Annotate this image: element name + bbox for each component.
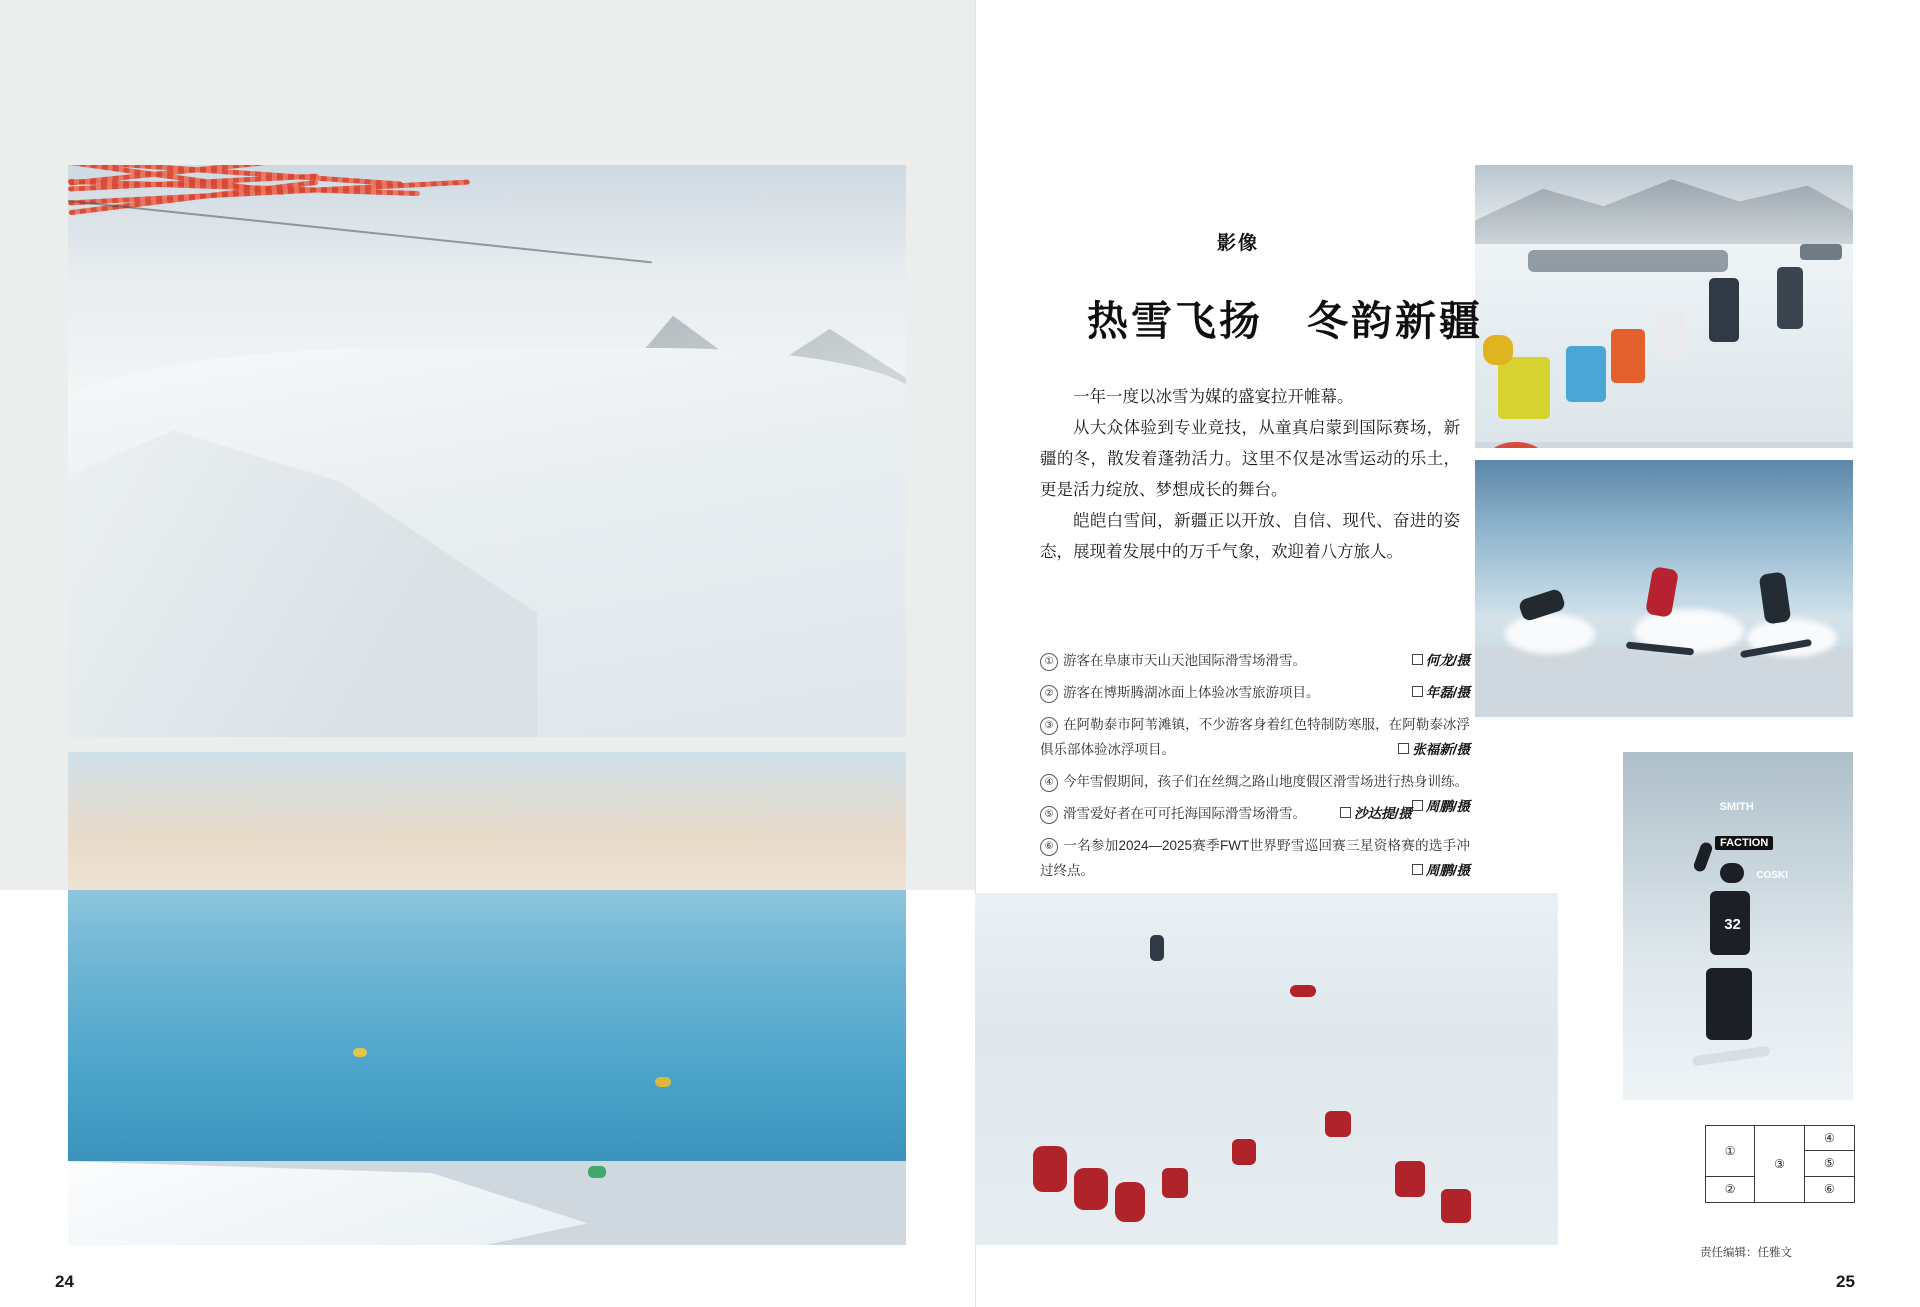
- frozen-lake-tourists-photo: [68, 752, 906, 1245]
- square-bullet-icon: [1340, 807, 1351, 818]
- caption-number: ②: [1040, 685, 1058, 703]
- lede-paragraph-1: 一年一度以冰雪为媒的盛宴拉开帷幕。: [1073, 388, 1354, 406]
- rider-legs: [1706, 968, 1752, 1040]
- caption-credit: 何龙/摄: [1412, 648, 1470, 673]
- square-bullet-icon: [1412, 686, 1423, 697]
- caption-number: ⑤: [1040, 806, 1058, 824]
- photo-captions: [1040, 648, 1470, 890]
- caption-text: 今年雪假期间，孩子们在丝绸之路山地度假区滑雪场进行热身训练。: [1063, 774, 1468, 789]
- key-cell-3: ③: [1755, 1126, 1804, 1202]
- caption-number: ⑥: [1040, 838, 1058, 856]
- ski-resort-gondola-photo: [68, 165, 906, 737]
- child-skier: [1656, 312, 1686, 362]
- diver-red-suit: [1395, 1161, 1425, 1197]
- child-helmet: [1483, 335, 1513, 365]
- diver-red-suit: [1325, 1111, 1351, 1137]
- ice-hole-divers-photo: [975, 893, 1558, 1245]
- diver-red-suit: [1290, 985, 1316, 997]
- caption-text: 一名参加2024—2025赛季FWT世界野雪巡回赛三星资格赛的选手冲过终点。: [1040, 838, 1470, 878]
- standing-person: [1150, 935, 1164, 961]
- section-kicker: 影像: [1217, 233, 1260, 254]
- caption-3: [1040, 712, 1470, 762]
- caption-credit: 年磊/摄: [1412, 680, 1470, 705]
- rider-bib-number: 32: [1724, 915, 1741, 933]
- caption-text: 游客在博斯腾湖冰面上体验冰雪旅游项目。: [1063, 685, 1320, 700]
- caption-2: [1040, 680, 1470, 705]
- child-skier: [1566, 346, 1606, 402]
- caption-number: ③: [1040, 717, 1058, 735]
- snow-bank: [68, 1161, 588, 1245]
- key-cell-1: ①: [1706, 1126, 1755, 1177]
- ice-vehicle: [353, 1048, 367, 1057]
- key-cell-5: ⑤: [1805, 1151, 1854, 1176]
- adult-instructor: [1777, 267, 1803, 329]
- diver-red-suit: [1441, 1189, 1471, 1223]
- diver-red-suit: [1115, 1182, 1145, 1222]
- ice-vehicle: [655, 1077, 671, 1087]
- snowboard: [1800, 244, 1842, 260]
- diver-red-suit: [1232, 1139, 1256, 1165]
- children-ski-queue-photo: [1475, 165, 1853, 448]
- key-cell-2: ②: [1706, 1177, 1755, 1202]
- banner-brand-coski: COSKI: [1756, 870, 1789, 882]
- editor-credit: 责任编辑：任雅文: [1700, 1247, 1792, 1259]
- caption-5: [1040, 801, 1470, 826]
- caption-credit: 沙达提/摄: [1340, 801, 1412, 826]
- crowd-line: [1528, 250, 1728, 272]
- banner-brand-faction: FACTION: [1715, 836, 1773, 850]
- three-skiers-backlit-photo: [1475, 460, 1853, 717]
- caption-credit: 周鹏/摄: [1412, 794, 1470, 819]
- banner-brand-smith: SMITH: [1719, 800, 1754, 813]
- caption-number: ④: [1040, 774, 1058, 792]
- square-bullet-icon: [1398, 743, 1409, 754]
- square-bullet-icon: [1412, 864, 1423, 875]
- caption-text: 游客在阜康市天山天池国际滑雪场滑雪。: [1063, 653, 1306, 668]
- key-cell-6: ⑥: [1823, 1182, 1835, 1197]
- caption-credit: 张福新/摄: [1398, 737, 1470, 762]
- sky-layer: [68, 752, 906, 890]
- snowboarder-finish-photo: [1623, 752, 1853, 1100]
- page-title: 热雪飞扬 冬韵新疆: [1087, 298, 1483, 344]
- caption-text: 在阿勒泰市阿苇滩镇，不少游客身着红色特制防寒服，在阿勒泰冰浮俱乐部体验冰浮项目。: [1040, 717, 1470, 757]
- diver-red-suit: [1033, 1146, 1067, 1192]
- square-bullet-icon: [1412, 654, 1423, 665]
- lede-paragraph-3: 皑皑白雪间，新疆正以开放、自信、现代、奋进的姿态，展现着发展中的万千气象，欢迎着八方旅人。: [1040, 512, 1460, 561]
- ice-vehicle: [588, 1166, 606, 1178]
- inflatable-arch: [1475, 442, 1557, 448]
- child-skier: [1498, 357, 1550, 419]
- caption-6: [1040, 833, 1470, 883]
- caption-number: ①: [1040, 653, 1058, 671]
- page-number-left: 24: [55, 1272, 74, 1291]
- adult-instructor: [1709, 278, 1739, 342]
- lede-paragraph-2: 从大众体验到专业竞技，从童真启蒙到国际赛场，新疆的冬，散发着蓬勃活力。这里不仅是冰雪运动的乐土，更是活力绽放、梦想成长的舞台。: [1040, 419, 1460, 499]
- rider-helmet: [1720, 863, 1744, 883]
- photo-layout-key: [1705, 1125, 1855, 1203]
- caption-credit: 周鹏/摄: [1412, 858, 1470, 883]
- diver-red-suit: [1074, 1168, 1108, 1210]
- caption-1: [1040, 648, 1470, 673]
- diver-red-suit: [1162, 1168, 1188, 1198]
- key-cell-4: ④: [1805, 1126, 1854, 1151]
- page-number-right: 25: [1836, 1272, 1855, 1291]
- caption-text: 滑雪爱好者在可可托海国际滑雪场滑雪。: [1063, 806, 1306, 821]
- lede-paragraphs: [1040, 382, 1460, 568]
- child-skier: [1611, 329, 1645, 383]
- snow-spray: [1505, 614, 1595, 654]
